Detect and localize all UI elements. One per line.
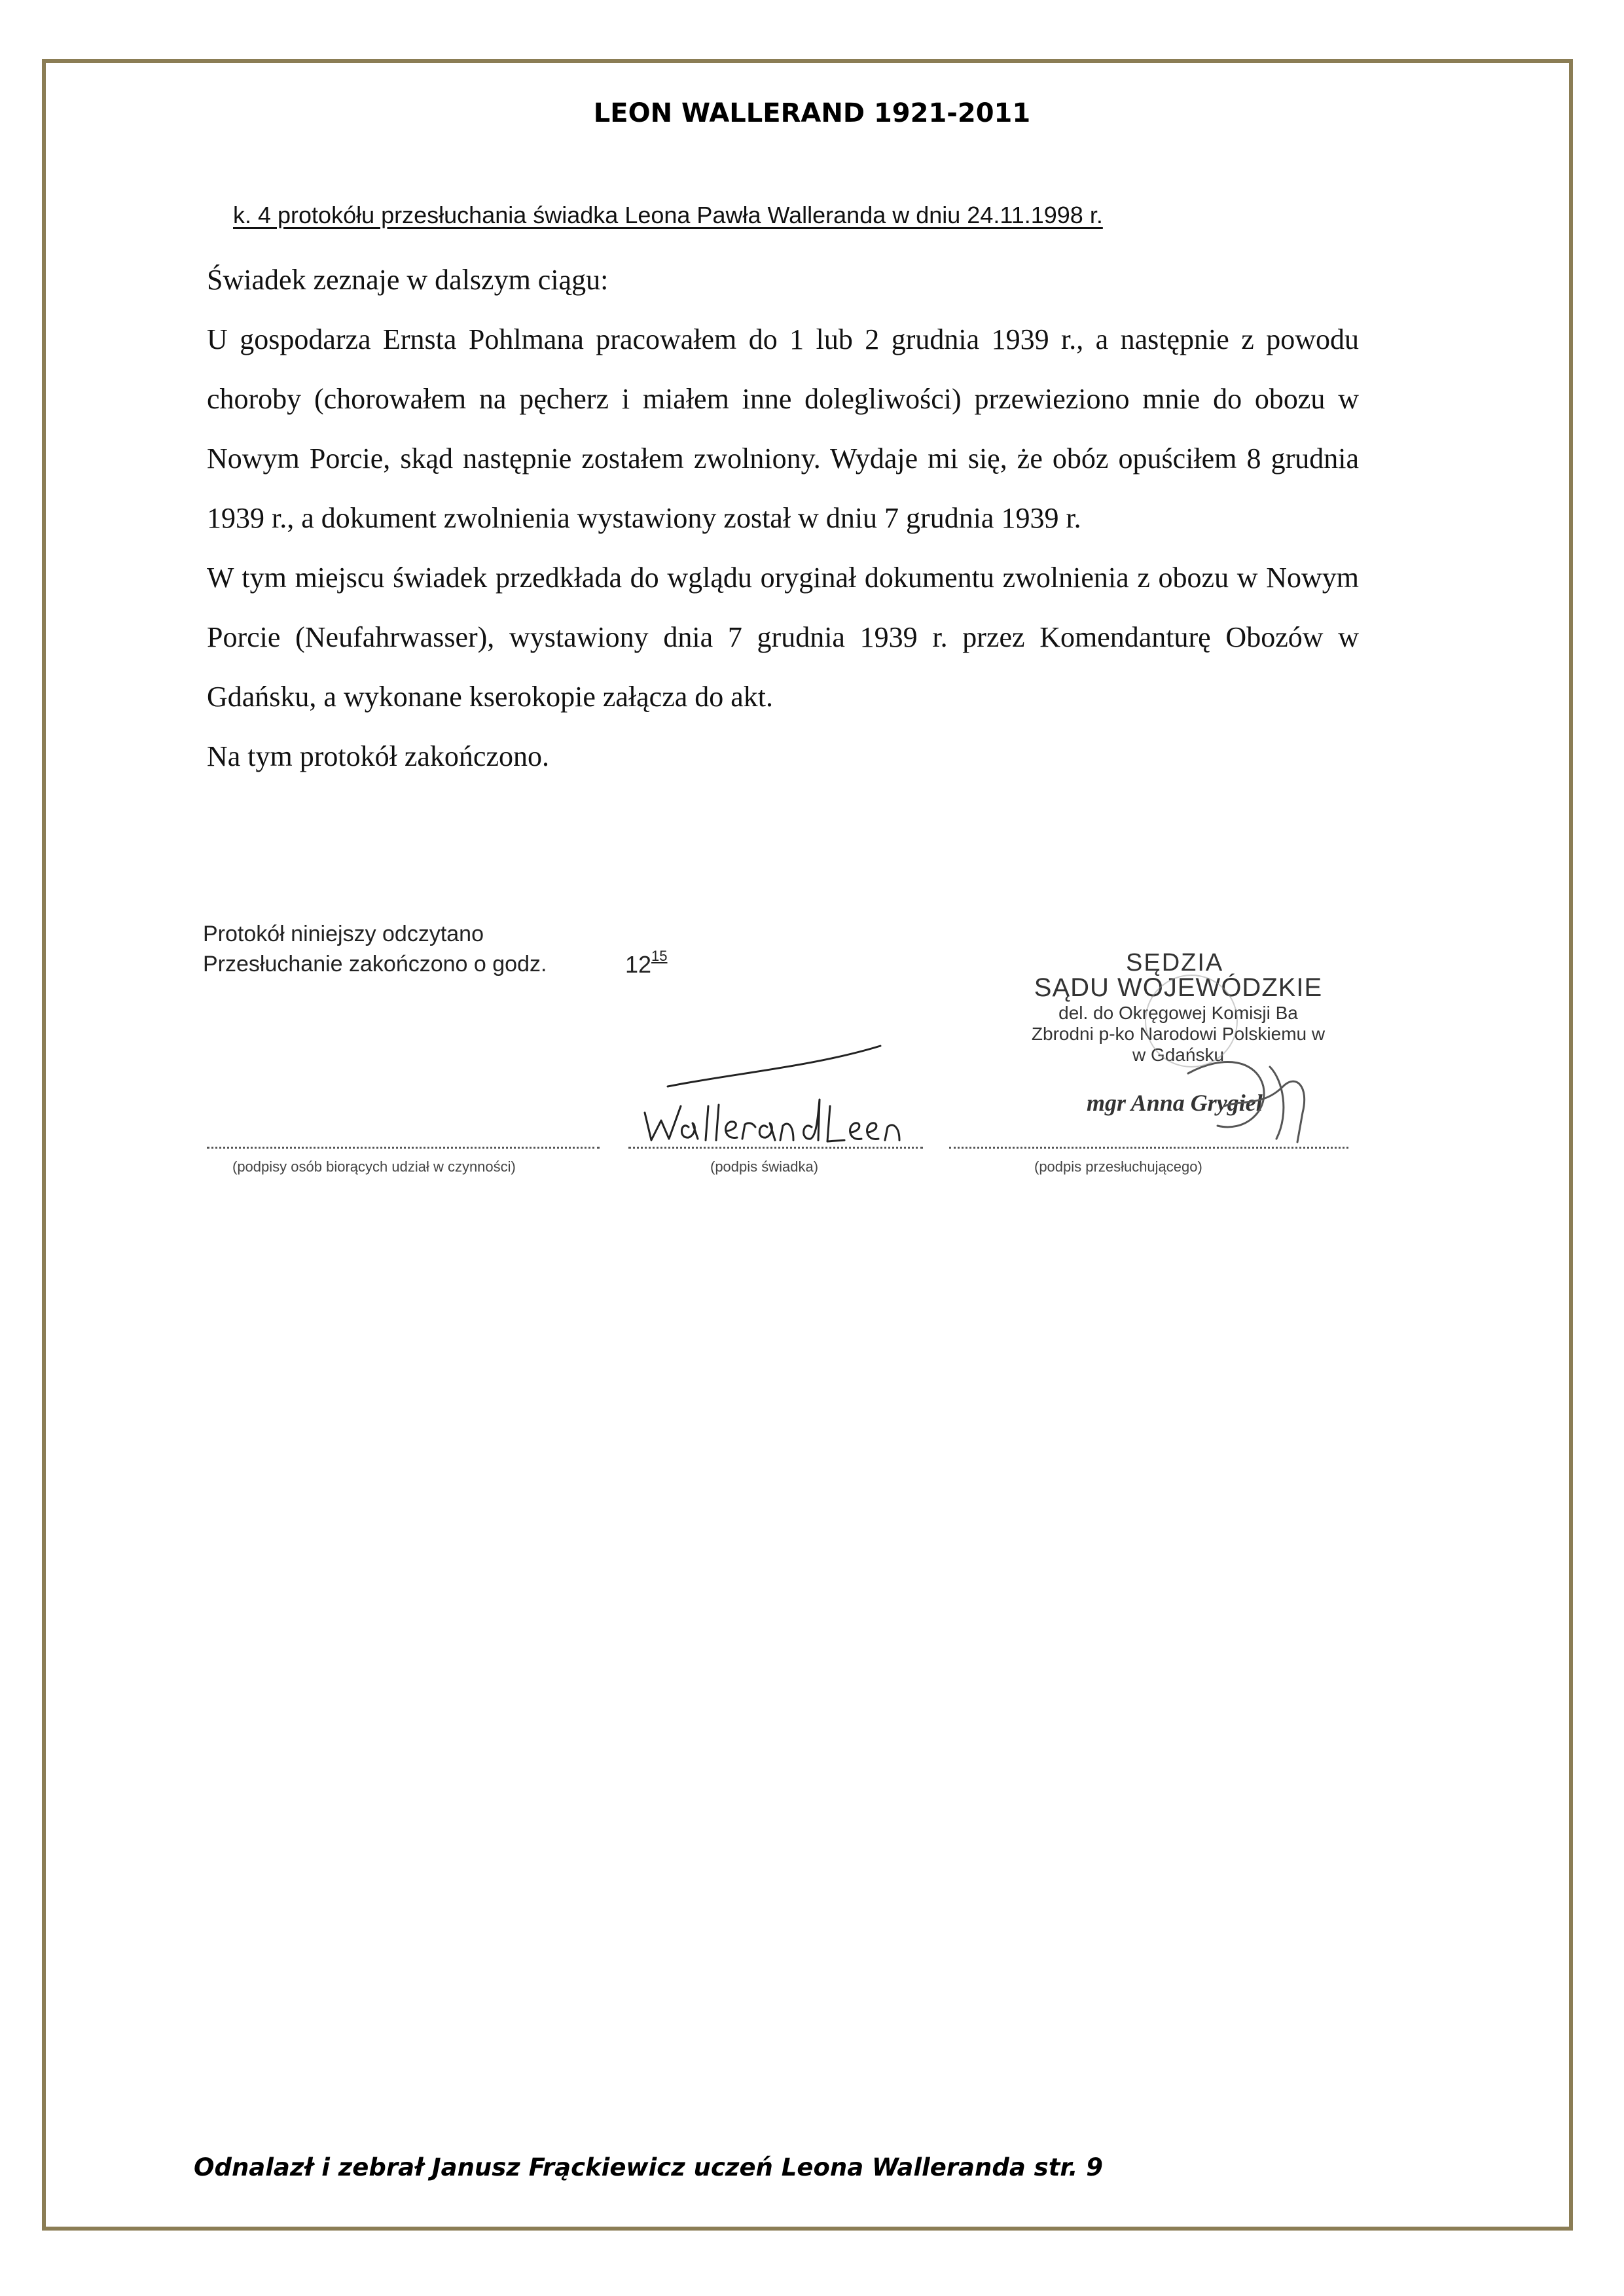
stamp-judge-name: mgr Anna Grygiel <box>1087 1090 1263 1116</box>
protocol-heading: k. 4 protokółu przesłuchania świadka Leona Pawła Walleranda w dniu 24.11.1998 r. <box>233 202 1103 228</box>
closing-read-line: Protokół niniejszy odczytano <box>203 922 484 946</box>
testimony-paragraph: Świadek zeznaje w dalszym ciągu: <box>207 264 609 296</box>
closing-time <box>625 948 668 978</box>
closing-note <box>203 919 547 979</box>
testimony-paragraph: Na tym protokół zakończono. <box>207 740 549 772</box>
signature-line-participants <box>207 1147 600 1149</box>
closing-minutes: 15 <box>651 948 668 964</box>
caption-participants: (podpisy osób biorących udział w czynności) <box>232 1158 516 1175</box>
judge-stamp <box>1008 949 1348 1066</box>
stamp-line: SĄDU WOJEWÓDZKIE <box>1034 973 1323 1002</box>
signature-line-witness <box>628 1147 923 1149</box>
testimony-paragraph: U gospodarza Ernsta Pohlmana pracowałem do 1 lub 2 grudnia 1939 r., a następnie z powodu choroby (chorowałem na pęcherz i miałem inne dolegliwości) przewieziono mnie do obozu w Nowym Porcie, skąd następnie zostałem zwolniony. Wydaje mi się, że obóz opuściłem 8 grudnia 1939 r., a dokument zwolnienia wystawiony został w dniu 7 grudnia 1939 r. <box>207 323 1359 534</box>
page-title: LEON WALLERAND 1921-2011 <box>593 98 1031 128</box>
caption-witness: (podpis świadka) <box>710 1158 819 1175</box>
witness-signature <box>645 1046 899 1141</box>
testimony-paragraph: W tym miejscu świadek przedkłada do wglądu oryginał dokumentu zwolnienia z obozu w Nowym Porcie (Neufahrwasser), wystawiony dnia 7 grudnia 1939 r. przez Komendanturę Obozów w Gdańsku, a wykonane kserokopie załącza do akt. <box>207 562 1359 713</box>
closing-hour: 12 <box>625 951 652 978</box>
stamp-line: SĘDZIA <box>1126 949 1224 977</box>
closing-end-line: Przesłuchanie zakończono o godz. <box>203 952 547 977</box>
testimony-text <box>207 250 1359 786</box>
caption-interrogator: (podpis przesłuchującego) <box>1034 1158 1202 1175</box>
stamp-line: w Gdańsku <box>1132 1045 1225 1065</box>
stamp-line: del. do Okręgowej Komisji Ba <box>1058 1003 1298 1023</box>
signature-line-interrogator <box>949 1147 1348 1149</box>
footer-credit: Odnalazł i zebrał Janusz Frąckiewicz uczeń Leona Walleranda str. 9 <box>194 2153 1104 2181</box>
stamp-line: Zbrodni p-ko Narodowi Polskiemu w <box>1031 1024 1326 1044</box>
